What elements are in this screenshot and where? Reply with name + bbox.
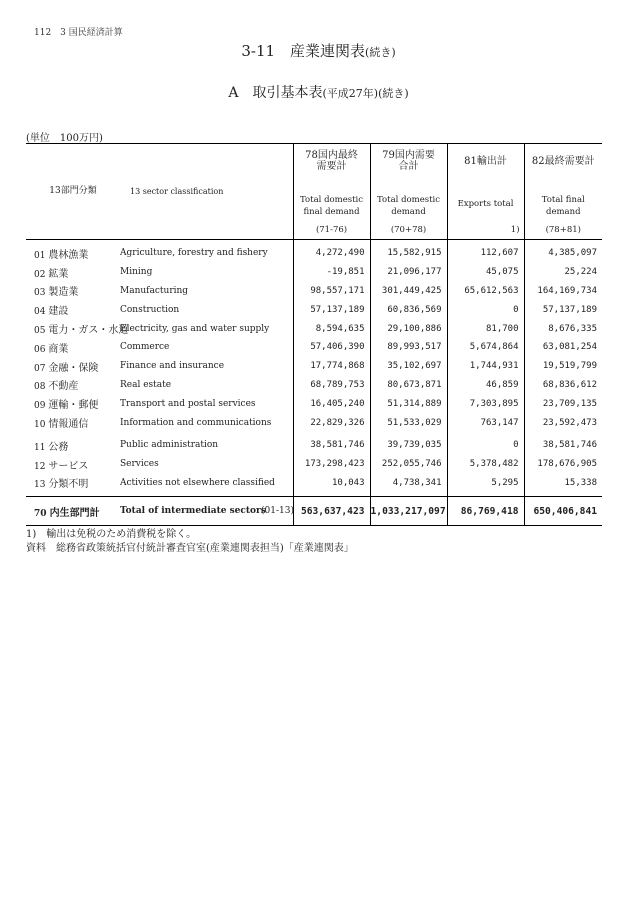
subtitle-continued: (続き): [378, 87, 409, 100]
table-row: 08 不動産 Real estate 68,789,753 80,673,871 46,859 68,836,612: [26, 376, 602, 395]
table-row: 12 サービス Services 173,298,423 252,055,746 5,378,482 178,676,905: [26, 455, 602, 474]
footnote: 1) 輸出は免税のため消費税を除く。: [26, 529, 197, 540]
table-title-continued: (続き): [365, 46, 396, 59]
running-head: 112 3 国民経済計算: [34, 28, 123, 38]
stub-header-en: 13 sector classification: [120, 144, 293, 240]
table-title: [0, 40, 637, 61]
table-row: 10 情報通信 Information and communications 22,829,326 51,533,029 763,147 23,592,473: [26, 413, 602, 432]
col-header-81: 81輸出計 Exports total 1): [447, 144, 524, 240]
header-row: [26, 144, 602, 240]
col-header-78: 78国内最終 需要計 Total domestic final demand (71-76): [293, 144, 370, 240]
table-row: 09 運輸・郵便 Transport and postal services 16,405,240 51,314,889 7,303,895 23,709,135: [26, 394, 602, 413]
table-row: 01 農林漁業 Agriculture, forestry and fishery 4,272,490 15,582,915 112,607 4,385,097: [26, 244, 602, 263]
subtitle-year: (平成27年): [322, 87, 379, 100]
table-row: 02 鉱業 Mining -19,851 21,096,177 45,075 25,224: [26, 263, 602, 282]
subtitle-main: A 取引基本表: [228, 85, 323, 101]
unit-label: (単位 100万円): [26, 133, 103, 144]
stub-header-jp: 13部門分類: [26, 144, 120, 240]
table-row: 06 商業 Commerce 57,406,390 89,993,517 5,674,864 63,081,254: [26, 338, 602, 357]
source-note: 資料 総務省政策統括官付統計審査官室(産業連関表担当)「産業連関表」: [26, 543, 354, 554]
total-row: 70 内生部門計 Total of intermediate sectors (01-13) 563,637,423 1,033,217,097 86,769,418 650,406,841: [26, 497, 602, 526]
table-subtitle: [0, 82, 637, 102]
table-row: 03 製造業 Manufacturing 98,557,171 301,449,425 65,612,563 164,169,734: [26, 282, 602, 301]
col-header-79: 79国内需要 合計 Total domestic demand (70+78): [370, 144, 447, 240]
table-notes: [26, 528, 354, 556]
table-row: 13 分類不明 Activities not elsewhere classified 10,043 4,738,341 5,295 15,338: [26, 474, 602, 493]
table-row: 07 金融・保険 Finance and insurance 17,774,868 35,102,697 1,744,931 19,519,799: [26, 357, 602, 376]
table-row: 05 電力・ガス・水道 Electricity, gas and water supply 8,594,635 29,100,886 81,700 8,676,335: [26, 319, 602, 338]
table-row: 11 公務 Public administration 38,581,746 39,739,035 0 38,581,746: [26, 436, 602, 455]
table-title-main: 3-11 産業連関表: [241, 42, 366, 60]
transaction-table: [26, 143, 602, 526]
col-header-82: 82最終需要計 Total final demand (78+81): [524, 144, 602, 240]
table-row: 04 建設 Construction 57,137,189 60,836,569 0 57,137,189: [26, 300, 602, 319]
